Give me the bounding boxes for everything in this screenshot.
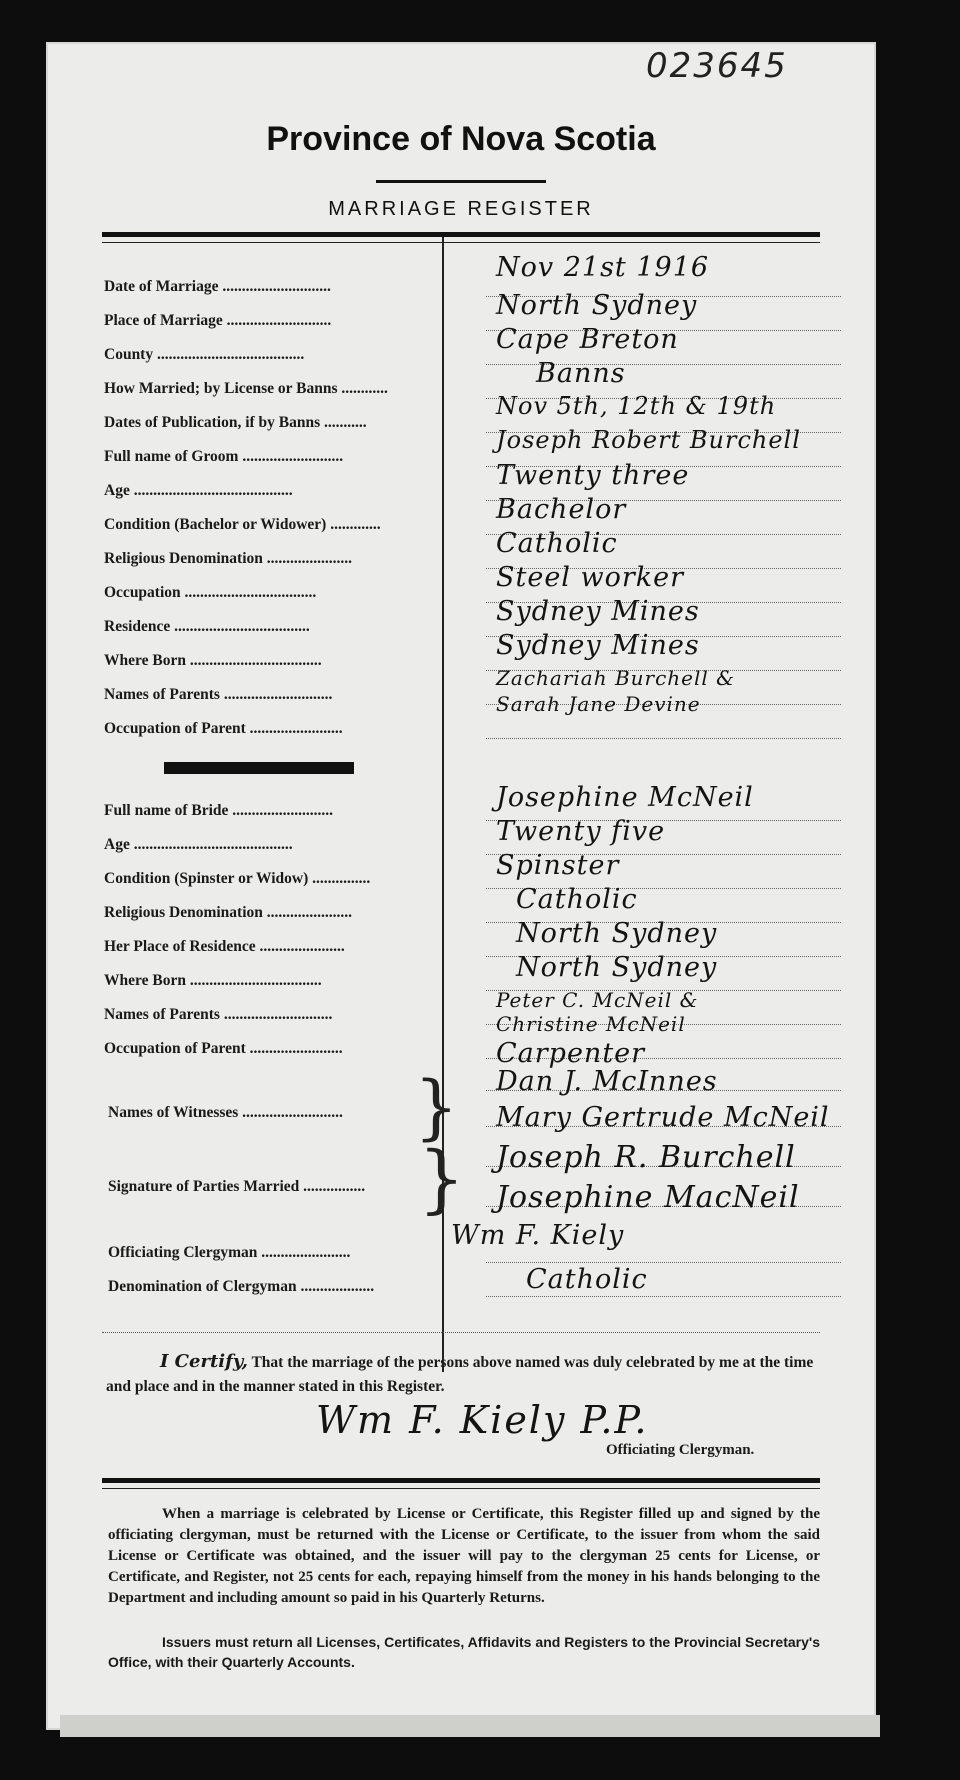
field-label: Denomination of Clergyman ...................: [108, 1278, 375, 1295]
instructions-text: When a marriage is celebrated by License or Certificate, this Register filled up and signed by the officiating clergyman, must be returned with the License or Certificate, to the issuer from whom the said License or Certificate was obtained, and the issuer will pay to the clergyman 25 cents for License, or Certificate, and Register,: [108, 1506, 820, 1585]
handwritten-value: Nov 5th, 12th & 19th: [496, 392, 777, 420]
handwritten-value: North Sydney: [516, 918, 718, 949]
handwritten-value: Sydney Mines: [496, 596, 700, 627]
handwritten-value: Carpenter: [496, 1038, 646, 1069]
signature-name: Joseph R. Burchell: [496, 1140, 796, 1175]
issuers-notice: Issuers must return all Licenses, Certificates, Affidavits and Registers to the Provincial Secretary's Office, with their Quarterly Accounts.: [108, 1634, 820, 1670]
field-label: Where Born ..................................: [104, 972, 322, 989]
field-label: Condition (Spinster or Widow) ...............: [104, 870, 371, 887]
signature-name: Josephine MacNeil: [496, 1180, 800, 1215]
certify-caption: Officiating Clergyman.: [606, 1442, 755, 1458]
field-label: Religious Denomination ......................: [104, 550, 353, 567]
page-title: Province of Nova Scotia: [266, 120, 656, 158]
page-subtitle: MARRIAGE REGISTER: [328, 198, 594, 220]
field-label: Date of Marriage ............................: [104, 278, 331, 295]
bride-section-marker: [164, 762, 354, 774]
certify-rule: [102, 1332, 820, 1333]
field-label: Occupation of Parent ........................: [104, 720, 343, 737]
certify-statement: [106, 1350, 826, 1399]
handwritten-value: Nov 21st 1916: [496, 252, 710, 283]
handwritten-value: Christine McNeil: [496, 1012, 686, 1036]
form-number: 023645: [646, 46, 788, 86]
handwritten-value: Steel worker: [496, 562, 685, 593]
witnesses-label: Names of Witnesses ..........................: [108, 1104, 343, 1121]
handwritten-value: Josephine McNeil: [496, 782, 754, 813]
handwritten-value: North Sydney: [516, 952, 718, 983]
field-label: Where Born ..................................: [104, 652, 322, 669]
handwritten-value: Joseph Robert Burchell: [496, 426, 801, 454]
certify-signature: Wm F. Kiely P.P.: [316, 1398, 649, 1442]
field-label: Residence ...................................: [104, 618, 310, 635]
handwritten-value: Twenty three: [496, 460, 690, 491]
header-rule-thick: [102, 232, 820, 237]
handwritten-value: Bachelor: [496, 494, 627, 525]
field-label: Names of Parents ............................: [104, 686, 333, 703]
field-label: County ......................................: [104, 346, 305, 363]
witness-name: Mary Gertrude McNeil: [496, 1102, 830, 1133]
field-label: Officiating Clergyman .......................: [108, 1244, 351, 1261]
handwritten-value: Catholic: [496, 528, 618, 559]
signatures-brace: }: [418, 1136, 466, 1222]
field-label: Occupation of Parent ........................: [104, 1040, 343, 1057]
footer-rule-thick: [102, 1478, 820, 1483]
register-paper: [46, 42, 876, 1730]
value-line: [486, 1296, 841, 1297]
handwritten-value: Peter C. McNeil &: [496, 988, 699, 1012]
field-label: Age .........................................: [104, 482, 293, 499]
instructions-emphasis: not 25 cents for each,: [273, 1569, 411, 1585]
handwritten-value: Catholic: [526, 1264, 648, 1295]
field-label: How Married; by License or Banns ............: [104, 380, 388, 397]
field-label: Condition (Bachelor or Widower) .............: [104, 516, 381, 533]
title-underline: [376, 180, 546, 183]
header-rule-thin: [102, 242, 820, 243]
field-label: Occupation ..................................: [104, 584, 317, 601]
handwritten-value: Spinster: [496, 850, 620, 881]
handwritten-value: Wm F. Kiely: [451, 1220, 625, 1251]
footer-rule-thin: [102, 1488, 820, 1489]
signatures-label: Signature of Parties Married ................: [108, 1178, 366, 1195]
certify-lead: I Certify,: [160, 1351, 248, 1372]
paper-edge: [60, 1715, 880, 1737]
value-line: [486, 1262, 841, 1263]
handwritten-value: Catholic: [516, 884, 638, 915]
witness-name: Dan J. McInnes: [496, 1066, 718, 1097]
field-label: Age .........................................: [104, 836, 293, 853]
field-label: Her Place of Residence ......................: [104, 938, 345, 955]
field-label: Religious Denomination ......................: [104, 904, 353, 921]
handwritten-value: North Sydney: [496, 290, 698, 321]
value-line: [486, 738, 841, 739]
field-label: Full name of Groom ..........................: [104, 448, 344, 465]
field-label: Full name of Bride ..........................: [104, 802, 334, 819]
certify-text: That the marriage of the persons above named was duly celebrated by me at the time and place and in the manner stated in this Register.: [106, 1354, 814, 1395]
handwritten-value: Cape Breton: [496, 324, 679, 355]
field-label: Dates of Publication, if by Banns ...........: [104, 414, 367, 431]
handwritten-value: Zachariah Burchell &: [496, 666, 735, 690]
handwritten-value: Banns: [536, 358, 626, 389]
handwritten-value: Twenty five: [496, 816, 666, 847]
field-label: Place of Marriage ...........................: [104, 312, 332, 329]
instructions-paragraph: [108, 1504, 820, 1609]
witnesses-brace: }: [414, 1066, 459, 1148]
instructions-text: repaying himself from the money in his hands belonging to the Department and including amount so paid in his Quarterly Returns.: [108, 1569, 821, 1606]
handwritten-value: Sarah Jane Devine: [496, 692, 701, 716]
field-label: Names of Parents ............................: [104, 1006, 333, 1023]
handwritten-value: Sydney Mines: [496, 630, 700, 661]
